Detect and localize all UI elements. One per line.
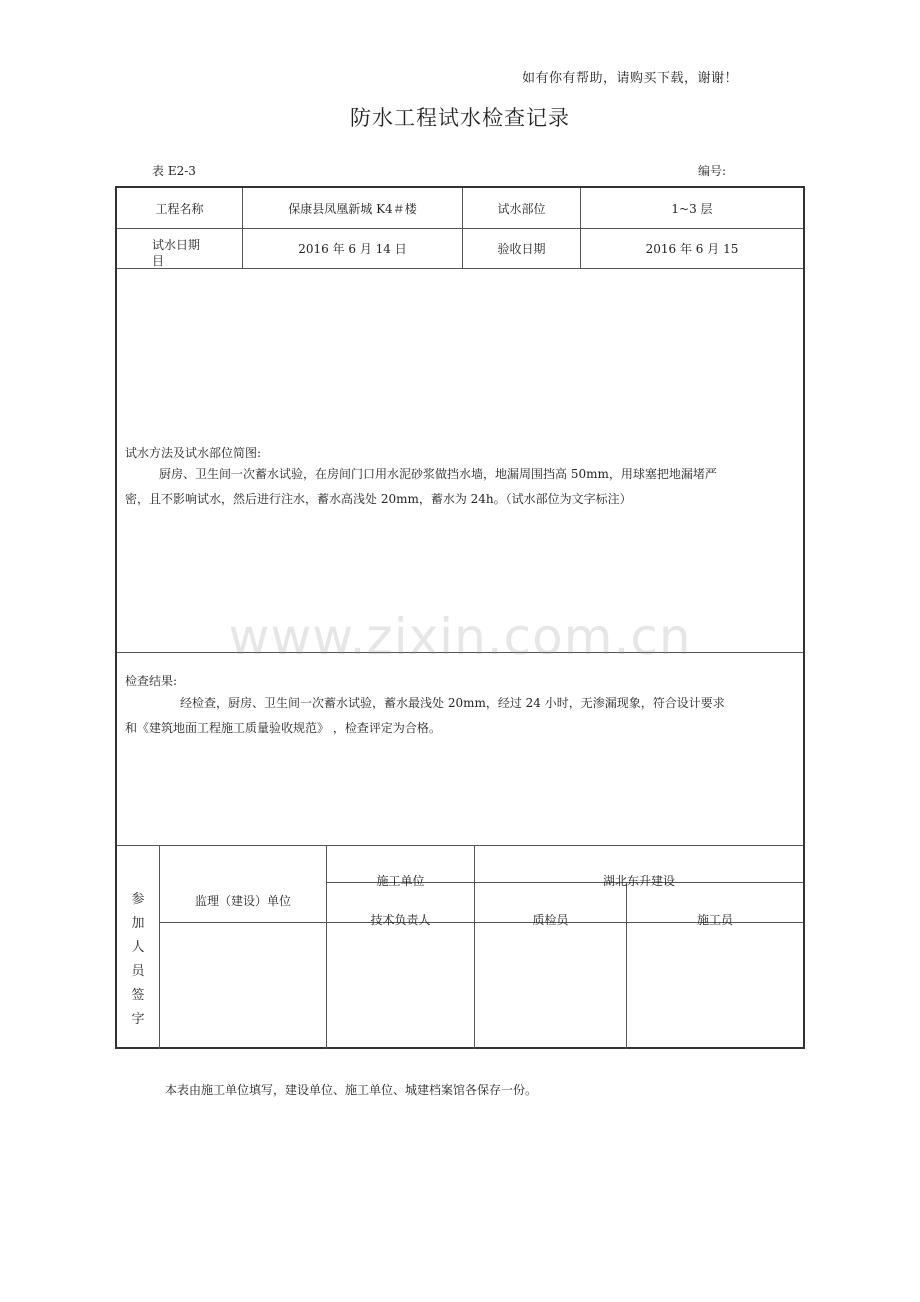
result-label: 检查结果: bbox=[125, 674, 178, 688]
tech-lead-label: 技术负责人 bbox=[370, 912, 431, 927]
page-title: 防水工程试水检查记录 bbox=[350, 106, 570, 130]
test-date-label: 试水日期 bbox=[152, 237, 201, 252]
serial-number-label: 编号: bbox=[698, 164, 727, 178]
method-label: 试水方法及试水部位简图: bbox=[125, 446, 262, 460]
construction-unit-label: 施工单位 bbox=[376, 873, 425, 888]
test-date-label-wrap: 目 bbox=[152, 253, 165, 268]
col-divider bbox=[159, 845, 160, 1049]
footer-note: 本表由施工单位填写，建设单位、施工单位、城建档案馆各保存一份。 bbox=[165, 1083, 538, 1097]
side-label-char: 参 bbox=[131, 892, 145, 907]
participants-sign-label bbox=[128, 888, 148, 1032]
row-divider bbox=[117, 845, 803, 846]
test-date-value: 2016 年 6 月 14 日 bbox=[298, 242, 407, 256]
test-part-value: 1~3 层 bbox=[671, 201, 713, 216]
project-name-value: 保康县凤凰新城 K4＃楼 bbox=[288, 201, 417, 216]
result-text-line2: 和《建筑地面工程施工质量验收规范》 ，检查评定为合格。 bbox=[125, 721, 441, 735]
test-part-label: 试水部位 bbox=[497, 201, 546, 216]
side-label-char: 人 bbox=[131, 940, 145, 955]
construction-unit-value: 湖北东升建设 bbox=[602, 873, 675, 888]
constructor-label: 施工员 bbox=[696, 912, 733, 927]
quality-inspector-label: 质检员 bbox=[532, 912, 569, 927]
side-label-char: 字 bbox=[131, 1012, 145, 1027]
method-text-line2: 密，且不影响试水，然后进行注水，蓄水高浅处 20mm，蓄水为 24h。（试水部位为文字标注） bbox=[125, 492, 632, 506]
row-divider bbox=[117, 268, 803, 269]
project-name-label: 工程名称 bbox=[155, 201, 204, 216]
result-text-line1: 经检查，厨房、卫生间一次蓄水试验，蓄水最浅处 20mm，经过 24 小时，无渗漏现象，符合设计要求 bbox=[180, 696, 725, 710]
side-label-char: 员 bbox=[131, 964, 145, 979]
top-note: 如有你有帮助，请购买下载，谢谢！ bbox=[522, 71, 739, 86]
supervisor-unit-label: 监理（建设）单位 bbox=[194, 893, 291, 908]
check-date-value: 2016 年 6 月 15 bbox=[645, 242, 739, 256]
check-date-label: 验收日期 bbox=[497, 242, 546, 256]
side-label-char: 加 bbox=[131, 916, 145, 931]
col-divider bbox=[626, 882, 627, 1049]
table-number: 表 E2-3 bbox=[152, 164, 196, 178]
method-text-line1: 厨房、卫生间一次蓄水试验，在房间门口用水泥砂浆做挡水墙，地漏周围挡高 50mm，用球塞把地漏堵严 bbox=[159, 467, 717, 481]
watermark: www.zixin.com.cn bbox=[228, 608, 692, 666]
side-label-char: 签 bbox=[131, 988, 145, 1003]
